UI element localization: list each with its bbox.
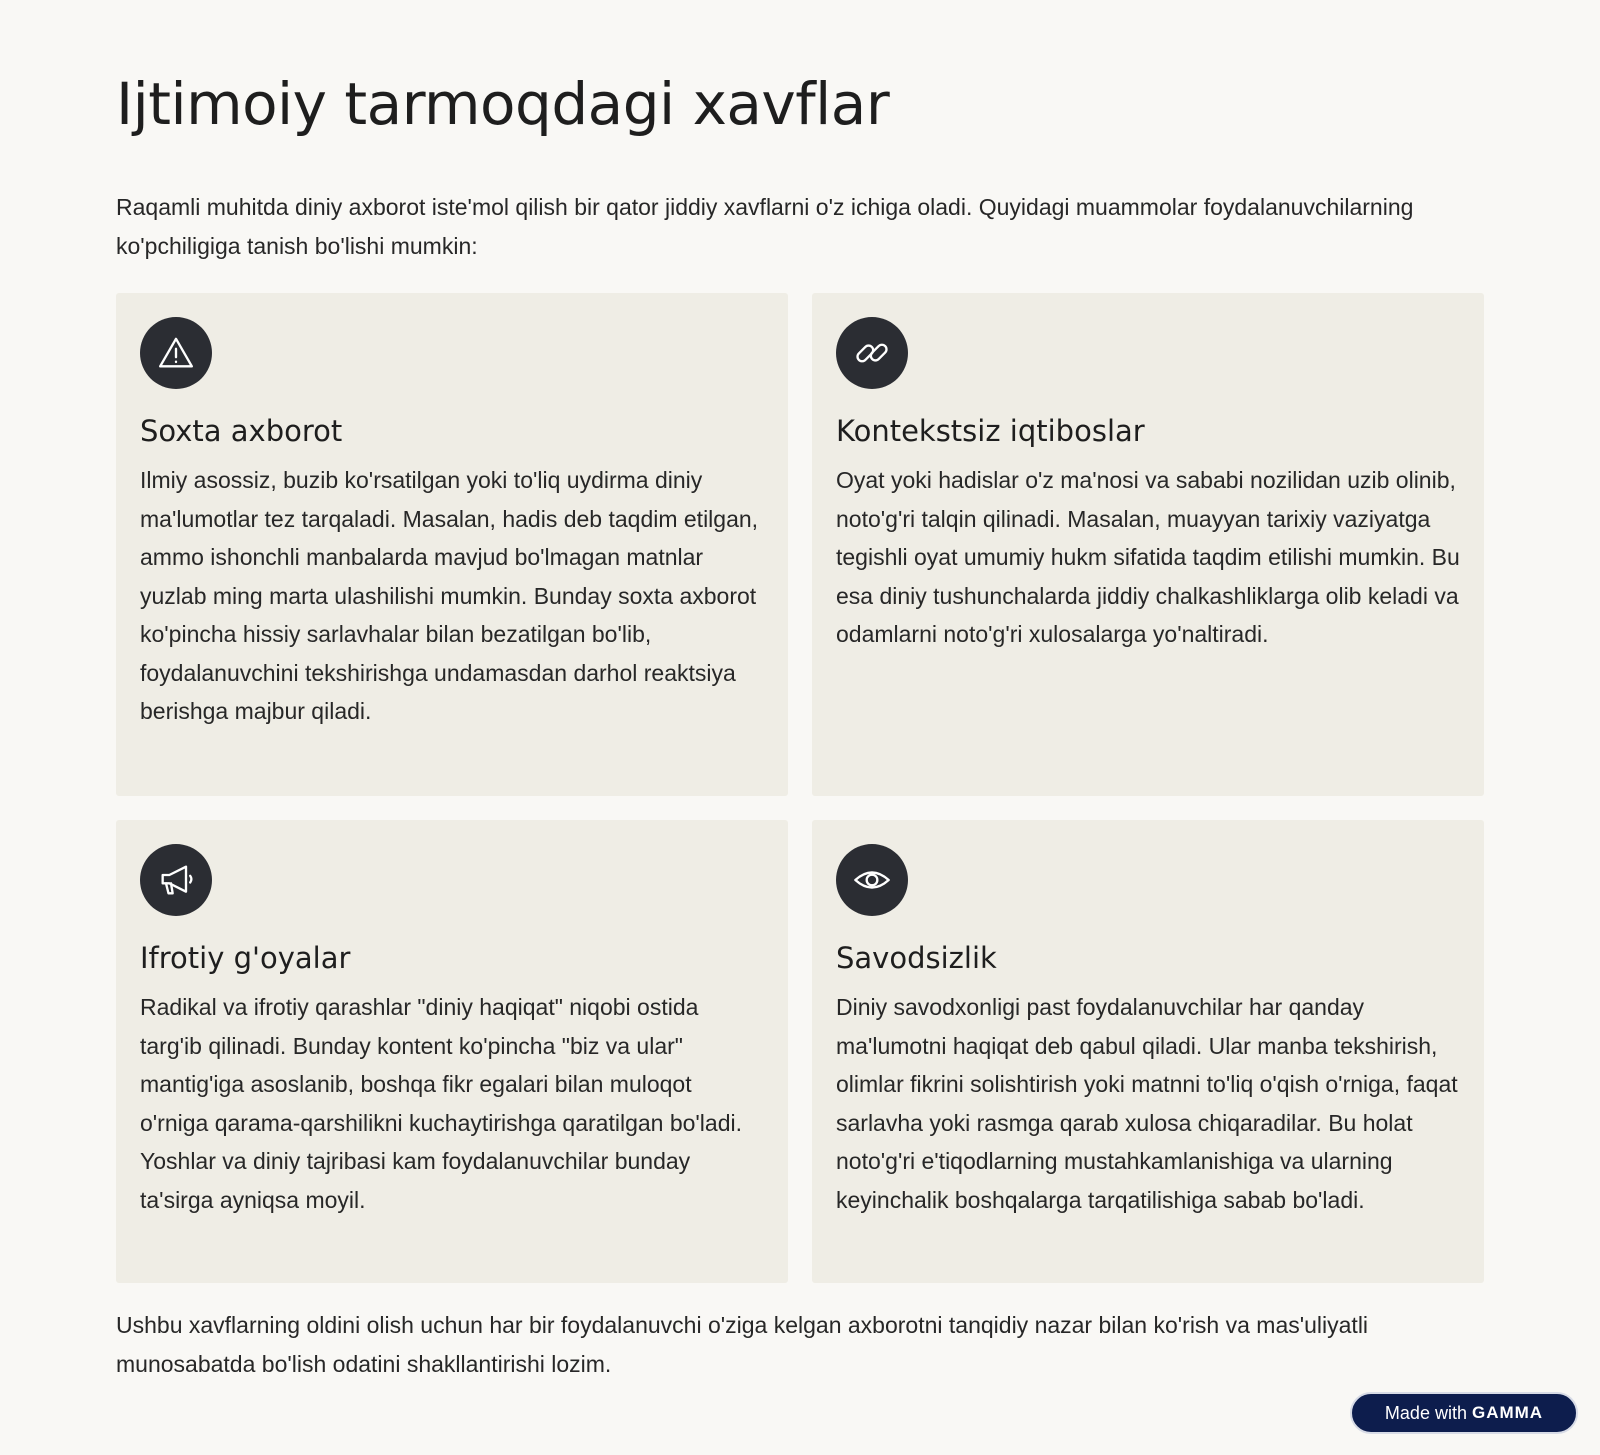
card-illiteracy (812, 820, 1484, 1283)
card-text: Ilmiy asossiz, buzib ko'rsatilgan yoki to'liq uydirma diniy ma'lumotlar tez tarqaladi. Masalan, hadis deb taqdim etilgan, ammo ishonchli manbalarda mavjud bo'lmagan matnlar yuzlab ming marta ulashilishi mumkin. Bunday soxta axborot ko'pincha hissiy sarlavhalar bilan bezatilgan bo'lib, foydalanuvchini tekshirishga undamasdan darhol reaktsiya berishga majbur qiladi. (140, 467, 759, 724)
card-text: Radikal va ifrotiy qarashlar "diniy haqiqat" niqobi ostida targ'ib qilinadi. Bunday kontent ko'pincha "biz va ular" mantig'iga asoslanib, boshqa fikr egalari bilan muloqot o'rniga qarama-qarshilikni kuchaytirishga qaratilgan bo'ladi. Yoshlar va diniy tajribasi kam foydalanuvchilar bunday ta'sirga ayniqsa moyil. (140, 994, 742, 1213)
card-extremist-ideas (116, 820, 788, 1283)
card-title: Kontekstsiz iqtiboslar (836, 414, 1145, 448)
intro-paragraph: Raqamli muhitda diniy axborot iste'mol qilish bir qator jiddiy xavflarni o'z ichiga oladi. Quyidagi muammolar foydalanuvchilarning ko'pchiligiga tanish bo'lishi mumkin: (116, 194, 1414, 259)
card-text: Oyat yoki hadislar o'z ma'nosi va sababi nozilidan uzib olinib, noto'g'ri talqin qilinadi. Masalan, muayyan tarixiy vaziyatga tegishli oyat umumiy hukm sifatida taqdim etilishi mumkin. Bu esa diniy tushunchalarda jiddiy chalkashliklarga olib keladi va odamlarni noto'g'ri xulosalarga yo'naltiradi. (836, 467, 1460, 647)
card-title: Ifrotiy g'oyalar (140, 941, 351, 975)
badge-prefix: Made with (1384, 1402, 1467, 1423)
outro-paragraph: Ushbu xavflarning oldini olish uchun har bir foydalanuvchi o'ziga kelgan axborotni tanqidiy nazar bilan ko'rish va mas'uliyatli munosabatda bo'lish odatini shakllantirishi lozim. (116, 1312, 1369, 1377)
megaphone-icon (140, 844, 212, 916)
warning-triangle-icon (140, 317, 212, 389)
eye-icon (836, 844, 908, 916)
page-title: Ijtimoiy tarmoqdagi xavflar (116, 70, 890, 138)
gamma-logo: GAMMA (1471, 1403, 1544, 1422)
card-text: Diniy savodxonligi past foydalanuvchilar har qanday ma'lumotni haqiqat deb qabul qiladi. Ular manba tekshirish, olimlar fikrini solishtirish yoki matnni to'liq o'qish o'rniga, faqat sarlavha yoki rasmga qarab xulosa chiqaradilar. Bu holat noto'g'ri e'tiqodlarning mustahkamlanishiga va ularning keyinchalik boshqalarga tarqatilishiga sabab bo'ladi. (836, 994, 1458, 1213)
card-title: Soxta axborot (140, 414, 343, 448)
link-icon (836, 317, 908, 389)
card-fake-information (116, 293, 788, 796)
card-title: Savodsizlik (836, 941, 997, 975)
made-with-gamma-badge[interactable] (1350, 1392, 1578, 1434)
card-out-of-context-quotes (812, 293, 1484, 796)
